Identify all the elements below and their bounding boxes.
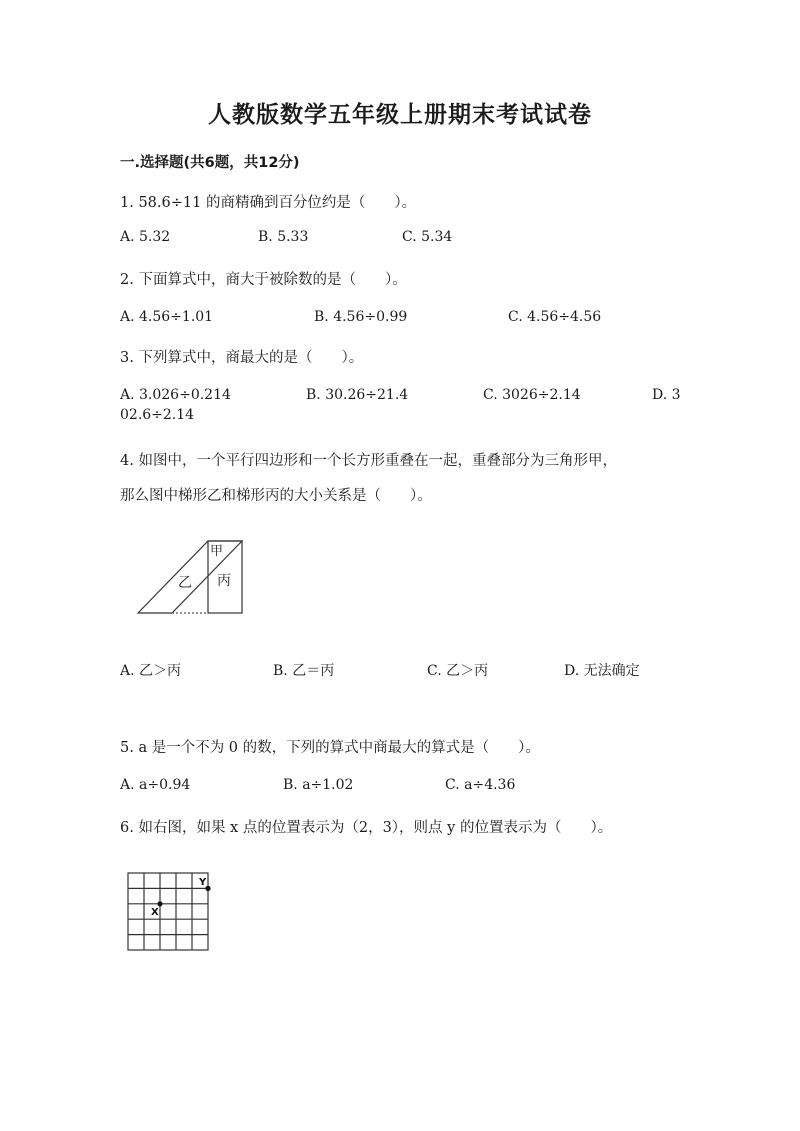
question-4-line-1: 4. 如图中，一个平行四边形和一个长方形重叠在一起，重叠部分为三角形甲， [120, 453, 617, 469]
question-6: 6. 如右图，如果 x 点的位置表示为（2，3），则点 y 的位置表示为（ ）。 [120, 820, 613, 836]
q5-option-c: C. a÷4.36 [445, 777, 516, 793]
q2-option-b: B. 4.56÷0.99 [314, 309, 408, 325]
label-x: X [151, 907, 159, 918]
q2-option-c: C. 4.56÷4.56 [508, 309, 602, 325]
q3-option-b: B. 30.26÷21.4 [306, 387, 409, 403]
q1-option-a: A. 5.32 [120, 229, 171, 245]
label-y: Y [199, 877, 207, 888]
q4-option-d: D. 无法确定 [564, 663, 640, 679]
q3-option-c: C. 3026÷2.14 [483, 387, 581, 403]
q1-option-b: B. 5.33 [258, 229, 309, 245]
q5-option-a: A. a÷0.94 [120, 777, 191, 793]
parallelogram-rectangle-figure [130, 535, 255, 620]
label-jia: 甲 [210, 544, 224, 559]
page-title: 人教版数学五年级上册期末考试试卷 [208, 102, 592, 128]
question-2: 2. 下面算式中，商大于被除数的是（ ）。 [120, 272, 407, 288]
grid-lines [128, 873, 208, 950]
q4-option-b: B. 乙＝丙 [273, 663, 335, 679]
q3-option-d-continued: 02.6÷2.14 [120, 407, 195, 423]
label-bing: 丙 [217, 573, 231, 589]
q1-option-c: C. 5.34 [402, 229, 453, 245]
q2-option-a: A. 4.56÷1.01 [120, 309, 214, 325]
section-heading: 一.选择题(共6题，共12分) [120, 155, 300, 171]
q4-option-c: C. 乙＞丙 [427, 663, 489, 679]
coordinate-grid-figure [124, 868, 219, 956]
q3-option-a: A. 3.026÷0.214 [120, 387, 231, 403]
q5-option-b: B. a÷1.02 [283, 777, 354, 793]
point-x [157, 901, 162, 906]
q4-option-a: A. 乙＞丙 [120, 663, 182, 679]
question-4-line-2: 那么图中梯形乙和梯形丙的大小关系是（ ）。 [120, 488, 432, 504]
question-5: 5. a 是一个不为 0 的数，下列的算式中商最大的算式是（ ）。 [120, 740, 540, 756]
label-yi: 乙 [178, 575, 192, 591]
q3-option-d: D. 3 [652, 387, 681, 403]
question-1: 1. 58.6÷11 的商精确到百分位约是（ ）。 [120, 195, 417, 211]
question-3: 3. 下列算式中，商最大的是（ ）。 [120, 350, 364, 366]
